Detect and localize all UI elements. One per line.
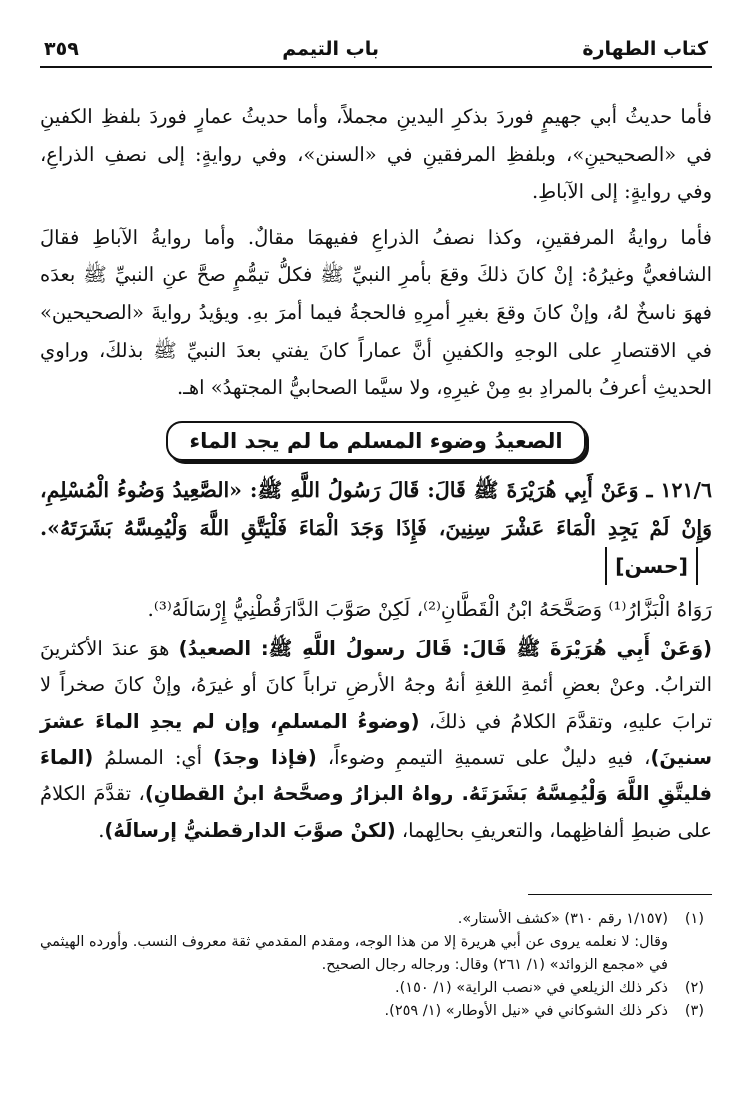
footnote-1-note: وقال: لا نعلمه يروى عن أبي هريرة إلا من هذا الوجه، ومقدم المقدمي ثقة معروف النسب. وأورده الهيثمي في «مجمع الزوائد» (١/ ٢٦١) وقال: ورجاله رجال الصحيح.	[40, 934, 668, 973]
footnote-separator	[528, 894, 712, 895]
page-number: ٣٥٩	[44, 38, 79, 60]
hadith-number: ١٢١/٦ ـ	[646, 477, 712, 502]
paragraph-1: فأما حديثُ أبي جهيمٍ فوردَ بذكرِ اليدينِ مجملاً، وأما حديثُ عمارٍ فوردَ بلفظِ الكفينِ في «الصحيحينِ»، وبلفظِ المرفقينِ في «السنن»، وفي روايةٍ: إلى نصفِ الذراعِ، وفي روايةٍ: إلى الآباطِ.	[40, 105, 712, 204]
hadith-text: وَعَنْ أَبِي هُرَيْرَةَ ﷺ قَالَ: قَالَ رَسُولُ اللَّهِ ﷺ: «الصَّعِيدُ وَضُوءُ الْمُسْلِمِ، وَإِنْ لَمْ يَجِدِ الْمَاءَ عَشْرَ سِنِينَ، فَإِذَا وَجَدَ الْمَاءَ فَلْيَتَّقِ اللَّهَ وَلْيُمِسَّهُ بَشَرَتَهُ».	[40, 477, 712, 540]
footnote-text: ذكر ذلك الزيلعي في «نصب الراية» (١/ ١٥٠).	[395, 980, 668, 996]
commentary-quote: (وَعَنْ أَبِي هُرَيْرَةَ ﷺ قَالَ: قَالَ رسولُ اللَّهِ ﷺ: الصعيدُ)	[178, 636, 712, 660]
footnote-number: (٢)	[684, 980, 704, 996]
commentary	[40, 631, 712, 849]
paragraph-2: فأما روايةُ المرفقينِ، وكذا نصفُ الذراعِ ففيهمَا مقالٌ. وأما روايةُ الآباطِ فقالَ الشافعيُّ وغيرُهُ: إنْ كانَ ذلكَ وقعَ بأمرِ النبيِّ ﷺ فكلُّ تيمُّمٍ صحَّ عنِ النبيِّ ﷺ بعدَه فهوَ ناسخٌ لهُ، وإنْ كانَ وقعَ بغيرِ أمرِهِ فالحجةُ فيما أمرَ بهِ. ويؤيدُ روايةَ «الصحيحين» في الاقتصارِ على الوجهِ والكفينِ أنَّ عماراً كانَ يفتي بعدَ النبيِّ ﷺ بذلكَ، وراوي الحديثِ أعرفُ بالمرادِ بهِ مِنْ غيرِهِ، ولا سيَّما الصحابيُّ المجتهدُ» اهـ.	[40, 225, 712, 400]
footnote-text: ذكر ذلك الشوكاني في «نيل الأوطار» (١/ ٢٥٩).	[384, 1003, 668, 1019]
commentary-text: ، فيهِ دليلٌ على تسميةِ التيممِ وضوءاً،	[316, 745, 651, 769]
commentary-text: أي: المسلمُ	[93, 745, 214, 769]
hadith-block	[40, 471, 712, 585]
section-heading: الصعيدُ وضوء المسلم ما لم يجد الماء	[166, 421, 586, 461]
chapter-title: باب التيمم	[282, 38, 379, 60]
commentary-text: ، تقدَّمَ الكلامُ على ضبطِ ألفاظِهما، والتعريفِ بحالِهما،	[40, 782, 712, 842]
commentary-quote: (وضوءُ المسلمِ، وإن لم يجدِ الماءَ عشرَ سنينَ)	[40, 709, 712, 769]
footnotes	[40, 908, 704, 1023]
takhrij-line: رَوَاهُ الْبَزَّارُ⁽¹⁾ وَصَحَّحَهُ ابْنُ الْقَطَّانِ⁽²⁾، لَكِنْ صَوَّبَ الدَّارَقُطْنِيُّ إِرْسَالَهُ⁽³⁾.	[147, 596, 712, 621]
footnote-2	[40, 977, 704, 1000]
footnote-3	[40, 1000, 704, 1023]
commentary-quote: (لكنْ صوَّبَ الدارقطنيُّ إرسالَهُ)	[104, 818, 396, 842]
footnote-number: (٣)	[684, 1003, 704, 1019]
commentary-quote: (الماءَ فليتَّقِ اللَّهَ وَلْيُمِسَّهُ بَشَرَتَهُ. رواهُ البزارُ وصحَّحهُ ابنُ القطانِ)	[40, 745, 712, 806]
footnote-text: (١/١٥٧ رقم ٣١٠) «كشف الأستار».	[457, 911, 668, 927]
hadith-grade: [حسن]	[605, 547, 698, 585]
intro-text	[40, 98, 712, 407]
footnote-1	[40, 908, 704, 931]
running-header	[40, 38, 712, 68]
commentary-quote: (فإذا وجدَ)	[213, 745, 317, 769]
book-title: كتاب الطهارة	[582, 38, 708, 60]
footnote-number: (١)	[684, 911, 704, 927]
page	[40, 38, 712, 849]
commentary-text: هوَ عندَ الأكثرينَ الترابُ. وعنْ بعضِ أئمةِ اللغةِ أنهُ وجهُ الأرضِ تراباً كانَ أو غيرَهُ، وإنْ كانَ صخراً لا ترابَ عليهِ، وتقدَّمَ الكلامُ في ذلكَ،	[40, 636, 712, 733]
commentary-text: .	[98, 818, 105, 842]
